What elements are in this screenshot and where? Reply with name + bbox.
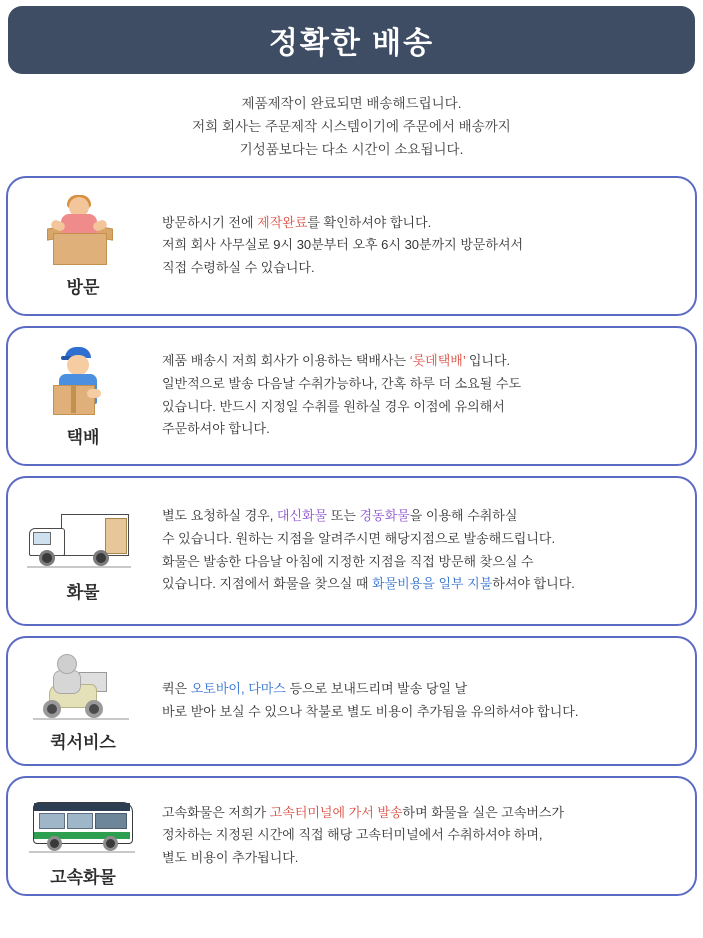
- bus-line-3: 별도 비용이 추가됩니다.: [162, 850, 299, 866]
- delivery-man-icon: [23, 345, 143, 419]
- card-label-visit: 방문: [66, 278, 100, 298]
- quick-line-1: 퀵은 오토바이, 다마스 등으로 보내드리며 발송 당일 날: [162, 680, 468, 696]
- bus-text-block: [158, 778, 695, 894]
- page-header: [8, 6, 695, 74]
- parcel-icon-block: [8, 328, 158, 464]
- card-label-express-bus: 고속화물: [50, 867, 116, 887]
- freight-line-4: 있습니다. 지점에서 화물을 찾으실 때 화물비용을 일부 지불하셔야 합니다.: [162, 576, 575, 592]
- card-label-quick: 퀵서비스: [50, 733, 116, 753]
- delivery-card-freight: [6, 476, 697, 626]
- person-with-box-icon: [23, 195, 143, 269]
- visit-line-3: 직접 수령하실 수 있습니다.: [162, 260, 315, 276]
- quick-icon-block: [8, 638, 158, 764]
- cargo-truck-icon: [23, 500, 143, 574]
- quick-text-block: [158, 638, 695, 764]
- card-label-freight: 화물: [66, 583, 100, 603]
- delivery-info-page: [0, 6, 703, 938]
- card-label-parcel: 택배: [66, 428, 100, 448]
- freight-line-1: 별도 요청하실 경우, 대신화물 또는 경동화물을 이용해 수취하실: [162, 508, 518, 524]
- freight-icon-block: [8, 478, 158, 624]
- visit-icon-block: [8, 178, 158, 314]
- quick-line-2: 바로 받아 보실 수 있으나 착불로 별도 비용이 추가됨을 유의하셔야 합니다.: [162, 703, 579, 719]
- visit-line-1: 방문하시기 전에 제작완료를 확인하셔야 합니다.: [162, 214, 432, 230]
- page-title: 정확한 배송: [268, 27, 435, 60]
- freight-line-2: 수 있습니다. 원하는 지점을 알려주시면 해당지점으로 발송해드립니다.: [162, 530, 556, 546]
- bus-icon-block: [8, 778, 158, 894]
- delivery-card-express-bus: [6, 776, 697, 896]
- delivery-card-visit: [6, 176, 697, 316]
- freight-line-3: 화물은 발송한 다음날 아침에 지정한 지점을 직접 방문해 찾으실 수: [162, 553, 534, 569]
- bus-line-2: 정차하는 지정된 시간에 직접 해당 고속터미널에서 수취하셔야 하며,: [162, 827, 543, 843]
- visit-text-block: [158, 178, 695, 314]
- visit-line-2: 저희 회사 사무실로 9시 30분부터 오후 6시 30분까지 방문하셔서: [162, 237, 524, 253]
- parcel-line-4: 주문하셔야 합니다.: [162, 421, 270, 437]
- intro-line-3: 기성품보다는 다소 시간이 소요됩니다.: [239, 142, 464, 158]
- parcel-line-3: 있습니다. 반드시 지정일 수취를 원하실 경우 이점에 유의해서: [162, 398, 505, 414]
- delivery-card-parcel: [6, 326, 697, 466]
- parcel-text-block: [158, 328, 695, 464]
- express-bus-icon: [23, 786, 143, 859]
- parcel-line-1: 제품 배송시 저희 회사가 이용하는 택배사는 ‘롯데택배’ 입니다.: [162, 353, 511, 369]
- parcel-line-2: 일반적으로 발송 다음날 수취가능하나, 간혹 하루 더 소요될 수도: [162, 375, 522, 391]
- intro-line-1: 제품제작이 완료되면 배송해드립니다.: [241, 96, 462, 111]
- intro-line-2: 저희 회사는 주문제작 시스템이기에 주문에서 배송까지: [192, 119, 511, 135]
- intro-text: [0, 92, 703, 162]
- bus-line-1: 고속화물은 저희가 고속터미널에 가서 발송하며 화물을 실은 고속버스가: [162, 804, 565, 820]
- freight-text-block: [158, 478, 695, 624]
- scooter-quick-service-icon: [23, 650, 143, 724]
- delivery-card-quick: [6, 636, 697, 766]
